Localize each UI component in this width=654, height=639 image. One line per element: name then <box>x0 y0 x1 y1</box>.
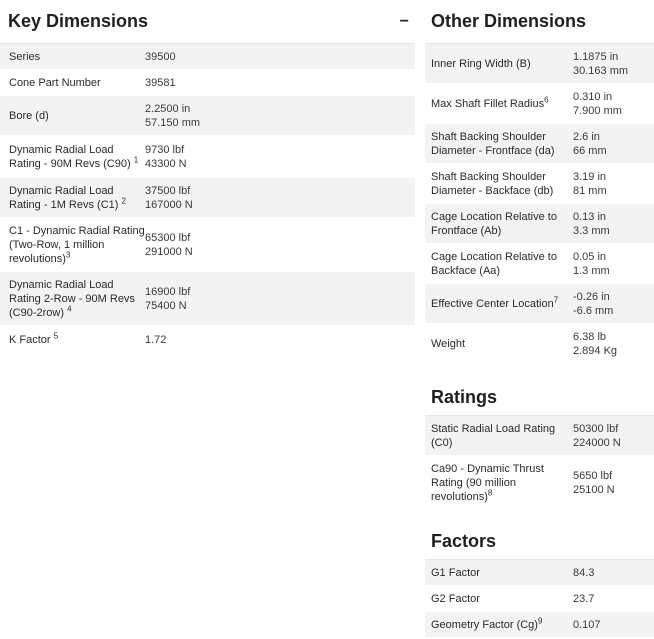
table-row <box>425 560 654 586</box>
factors-table <box>425 560 654 638</box>
factors-header <box>425 524 654 560</box>
row-label: Dynamic Radial Load Rating 2-Row - 90M Revs (C90-2row) $^4$ <box>9 278 135 319</box>
key-dimensions-section <box>0 0 415 354</box>
table-row <box>425 164 654 204</box>
row-value: 2.2500 in 57.150 mm <box>145 102 201 129</box>
row-label: Dynamic Radial Load Rating - 90M Revs (C90) $^1$ <box>9 143 139 170</box>
key-dimensions-table <box>0 44 415 354</box>
row-label: Ca90 - Dynamic Thrust Rating (90 million revolutions)$^8$ <box>431 462 544 503</box>
row-label: Inner Ring Width (B) <box>431 57 531 70</box>
row-value: 0.13 in 3.3 mm <box>573 210 610 237</box>
section-title: Other Dimensions <box>431 11 587 31</box>
row-value: 5650 lbf 25100 N <box>573 469 615 496</box>
row-value: 0.107 <box>573 618 601 631</box>
key-dimensions-header <box>0 0 415 44</box>
collapse-button[interactable]: − <box>399 12 409 30</box>
row-label: Max Shaft Fillet Radius$^6$ <box>431 94 549 110</box>
table-row <box>425 204 654 244</box>
row-label: Cage Location Relative to Frontface (Ab) <box>431 210 557 237</box>
other-dimensions-table <box>425 44 654 364</box>
section-title: Ratings <box>431 387 498 407</box>
table-row <box>425 44 654 84</box>
row-value: -0.26 in -6.6 mm <box>573 290 614 317</box>
table-row <box>425 124 654 164</box>
table-row <box>0 326 415 354</box>
row-value: 0.310 in 7.900 mm <box>573 90 622 117</box>
row-label: Bore (d) <box>9 109 49 122</box>
row-value: 1.1875 in 30.163 mm <box>573 50 629 77</box>
factors-section <box>425 524 654 638</box>
row-value: 39500 <box>145 50 176 63</box>
row-label: Dynamic Radial Load Rating - 1M Revs (C1) $^2$ <box>9 184 126 211</box>
table-row <box>425 416 654 456</box>
table-row <box>0 44 415 70</box>
row-label: G2 Factor <box>431 592 480 605</box>
ratings-section <box>425 380 654 510</box>
row-label: Shaft Backing Shoulder Diameter - Backface (db) <box>431 170 554 197</box>
row-value: 23.7 <box>573 592 595 605</box>
row-label: Series <box>9 50 41 63</box>
row-label: Effective Center Location$^7$ <box>431 294 559 310</box>
right-column <box>425 0 654 638</box>
row-label: C1 - Dynamic Radial Rating (Two-Row, 1 million revolutions)$^3$ <box>9 224 145 265</box>
row-label: Static Radial Load Rating (C0) <box>431 422 556 449</box>
row-value: 16900 lbf 75400 N <box>145 285 191 312</box>
row-label: Geometry Factor $(Cg)^9$ <box>431 615 543 631</box>
table-row <box>425 244 654 284</box>
row-value: 65300 lbf 291000 N <box>145 231 193 258</box>
row-value: 39581 <box>145 76 176 89</box>
row-value: 9730 lbf 43300 N <box>145 143 187 170</box>
row-label: G1 Factor <box>431 566 480 579</box>
row-value: 6.38 lb 2.894 Kg <box>573 330 618 357</box>
section-title: Key Dimensions <box>8 11 149 31</box>
table-row <box>0 70 415 96</box>
table-row <box>0 272 415 326</box>
row-label: Shaft Backing Shoulder Diameter - Frontface (da) <box>431 130 555 157</box>
table-row <box>0 178 415 218</box>
table-row <box>0 218 415 272</box>
table-row <box>425 284 654 324</box>
row-value: 1.72 <box>145 333 167 346</box>
other-dimensions-section <box>425 0 654 364</box>
row-value: 50300 lbf 224000 N <box>573 422 621 449</box>
other-dimensions-header <box>425 0 654 44</box>
row-value: 84.3 <box>573 566 595 579</box>
row-label: K Factor $^5$ <box>9 330 59 346</box>
ratings-table <box>425 416 654 510</box>
row-label: Cage Location Relative to Backface (Aa) <box>431 250 557 277</box>
table-row <box>425 586 654 612</box>
ratings-header <box>425 380 654 416</box>
row-label: Cone Part Number <box>9 76 101 89</box>
row-value: 3.19 in 81 mm <box>573 170 607 197</box>
row-value: 0.05 in 1.3 mm <box>573 250 610 277</box>
row-label: Weight <box>431 337 466 350</box>
section-title: Factors <box>431 531 497 551</box>
table-row <box>425 84 654 124</box>
table-row <box>425 612 654 638</box>
table-row <box>425 456 654 510</box>
table-row <box>0 96 415 136</box>
row-value: 2.6 in 66 mm <box>573 130 607 157</box>
row-value: 37500 lbf 167000 N <box>145 184 193 211</box>
table-row <box>0 136 415 178</box>
table-row <box>425 324 654 364</box>
